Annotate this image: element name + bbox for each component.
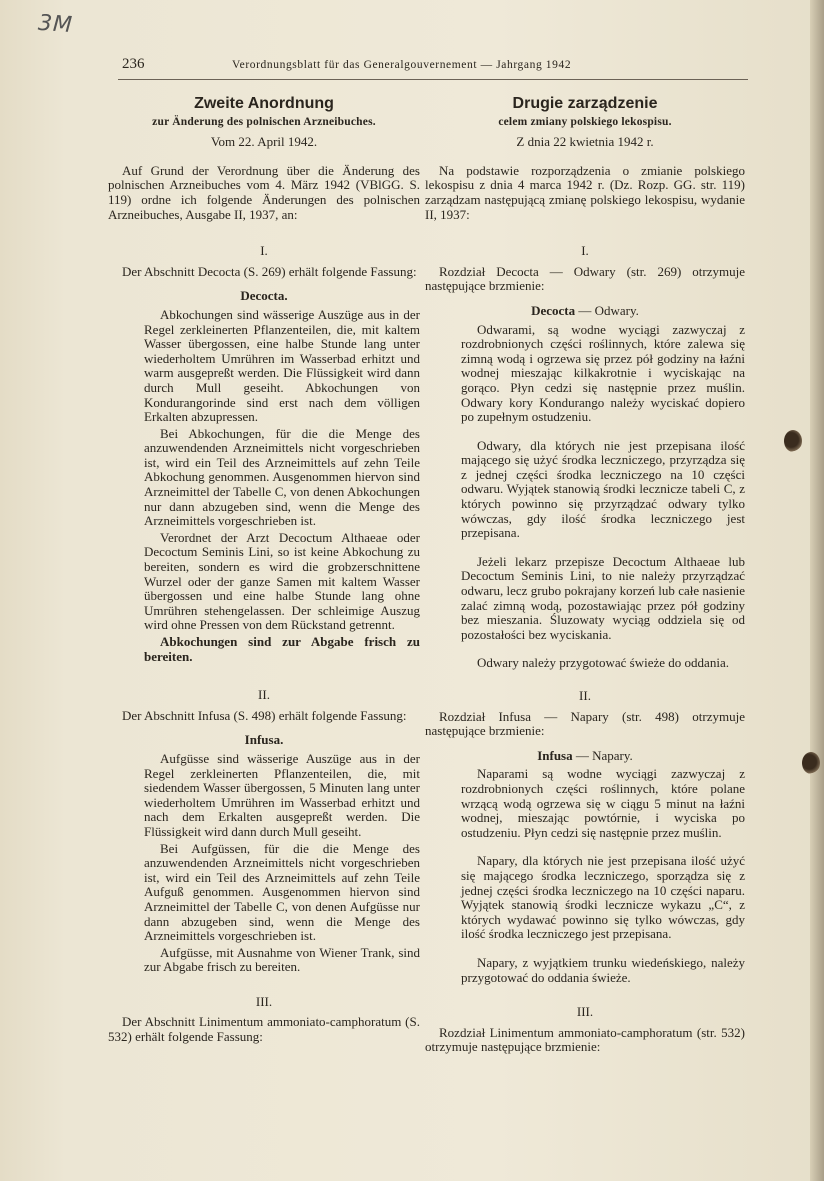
polish-section-2-intro: Rozdział Infusa — Napary (str. 498) otrzymuje następujące brzmienie:	[425, 708, 745, 739]
german-section-1-title: Decocta.	[240, 288, 288, 304]
polish-title: Drugie zarządzenie	[512, 95, 658, 112]
german-section-2-body	[108, 752, 420, 975]
polish-s1-paragraph-3: Jeżeli lekarz przepisze Decoctum Althaeae lub Decoctum Seminis Lini, to nie należy przyrządzać odwaru, lecz grubo pokrajany korzeń lub całe nasienie zalać zimną wodą, pozostawiając przez pół godziny bez mieszania. Śluzowaty wyciąg oddziela się od pozostałości bez wyciskania.	[461, 553, 745, 642]
polish-s2-paragraph-3: Napary, z wyjątkiem trunku wiedeńskiego, należy przygotować do oddania świeże.	[461, 954, 745, 985]
polish-s2-title-bold: Infusa	[537, 747, 573, 763]
polish-subtitle: celem zmiany polskiego lekospisu.	[498, 115, 672, 128]
german-s2-paragraph-3: Aufgüsse, mit Ausnahme von Wiener Trank, sind zur Abgabe frisch zu bereiten.	[144, 944, 420, 975]
pencil-annotation: 3M	[37, 10, 74, 39]
german-intro: Auf Grund der Verordnung über die Änderung des polnischen Arzneibuches vom 4. März 1942 (VBlGG. S. 119) ordne ich folgende Änderungen des polnischen Arzneibuches, Ausgabe II, 1937, an:	[108, 162, 420, 222]
polish-s1-paragraph-2: Odwary, dla których nie jest przepisana ilość mającego się użyć środka leczniczego, przyrządza się z jednej części środka leczniczego na 10 części odwaru. Wyjątek stanowią środki lecznicze tabeli C, z których powinno się przyrządzać odwary tylko wówczas, gdy ilość środka leczniczego jest przepisana.	[461, 437, 745, 541]
polish-section-1-title	[425, 304, 745, 319]
polish-s2-title-rest: — Napary.	[572, 747, 633, 763]
polish-s1-paragraph-1: Odwarami, są wodne wyciągi zazwyczaj z rozdrobnionych części roślinnych, które zalewa się zimną wodą i ogrzewa się przez pół godziny na łaźni wodnej mieszając kilkakrotnie i wyciskając na gorąco. Płyn cedzi się następnie przez muślin. Odwary kory Kondurango należy wyciskać dopiero po zupełnym ostudzeniu.	[461, 321, 745, 425]
polish-column	[425, 95, 745, 1065]
polish-section-1-number: I.	[581, 243, 589, 259]
german-s2-paragraph-1: Aufgüsse sind wässerige Auszüge aus in der Regel zerkleinerten Pflanzenteilen, die, mit siedendem Wasser übergossen, 5 Minuten lang unter wiederholtem Umrühren im Wasserbad erhitzt und nach dem Erkalten ausgepreßt werden. Die Flüssigkeit wird dann durch Mull geseiht.	[144, 750, 420, 839]
polish-section-1-intro: Rozdział Decocta — Odwary (str. 269) otrzymuje następujące brzmienie:	[425, 263, 745, 294]
german-section-1-intro: Der Abschnitt Decocta (S. 269) erhält folgende Fassung:	[122, 263, 417, 279]
page-number: 236	[122, 56, 145, 72]
polish-intro: Na podstawie rozporządzenia o zmianie polskiego lekospisu z dnia 4 marca 1942 r. (Dz. Rozp. GG. str. 119) zarządzam następującą zmianę polskiego lekospisu, wydanie II, 1937:	[425, 162, 745, 222]
german-s1-paragraph-2: Bei Abkochungen, für die die Menge des anzuwendenden Arzneimittels nicht vorgeschrieben ist, wird ein Teil des Arzneimittels auf zehn Teile Abkochung genommen. Ausgenommen hiervon sind Arzneimittel der Tabelle C, von denen Abkochungen nur dann abzugeben sind, wenn die Menge des Arzneimittels vorgeschrieben ist.	[144, 425, 420, 529]
german-section-1-body	[108, 308, 420, 664]
polish-section-3-intro: Rozdział Linimentum ammoniato-camphoratum (str. 532) otrzymuje następujące brzmienie:	[425, 1024, 745, 1055]
german-subtitle: zur Änderung des polnischen Arzneibuches.	[152, 115, 376, 128]
german-section-2-number: II.	[258, 687, 270, 703]
german-section-1-number: I.	[260, 243, 268, 259]
polish-s2-paragraph-1: Naparami są wodne wyciągi zazwyczaj z rozdrobnionych części roślinnych, które polane wrzącą wodą ogrzewa się w ciągu 5 minut na łaźni wodnej, mieszając powtórnie, i wyciska po ostudzeniu. Płyn cedzi się następnie przez muślin.	[461, 766, 745, 840]
polish-s1-title-bold: Decocta	[531, 302, 576, 318]
header-rule	[118, 79, 748, 80]
german-section-3-number: III.	[255, 993, 273, 1009]
punch-hole-lower	[802, 752, 820, 774]
polish-section-1-body	[425, 323, 745, 671]
german-s1-paragraph-4: Abkochungen sind zur Abgabe frisch zu bereiten.	[144, 634, 420, 664]
polish-date: Z dnia 22 kwietnia 1942 r.	[516, 134, 654, 150]
punch-hole-upper	[784, 430, 802, 452]
polish-section-2-body	[425, 767, 745, 985]
polish-section-2-number: II.	[579, 688, 591, 703]
polish-s2-paragraph-2: Napary, dla których nie jest przepisana ilość użyć się mającego środka leczniczego, sporządza się z jednej części środka leczniczego na 10 części naparu. Wyjątek stanowią środki lecznicze wykazu „C“, z których wydawać powinno się tylko wówczas, gdy ilość środka leczniczego jest przepisana.	[461, 853, 745, 942]
german-s2-paragraph-2: Bei Aufgüssen, für die die Menge des anzuwendenden Arzneimittels nicht vorgeschrieben ist, wird ein Teil des Arzneimittels auf zehn Teile Aufguß genommen. Ausgenommen hiervon sind Arzneimittel der Tabelle C, von denen Aufgüsse nur dann abzugeben sind, wenn die Menge des Arzneimittels vorgeschrieben ist.	[144, 840, 420, 944]
german-section-2-intro: Der Abschnitt Infusa (S. 498) erhält folgende Fassung:	[122, 707, 407, 723]
german-section-2-title: Infusa.	[244, 732, 284, 748]
german-date: Vom 22. April 1942.	[210, 134, 318, 150]
polish-s1-title-rest: — Odwary.	[575, 302, 639, 318]
running-title: Verordnungsblatt für das Generalgouvernement — Jahrgang 1942	[232, 59, 572, 71]
polish-s1-paragraph-4: Odwary należy przygotować świeże do oddania.	[477, 655, 729, 671]
page-header	[122, 56, 747, 78]
binding-edge	[810, 0, 824, 1181]
german-title: Zweite Anordnung	[194, 95, 334, 112]
german-section-3-intro: Der Abschnitt Linimentum ammoniato-camphoratum (S. 532) erhält folgende Fassung:	[108, 1014, 420, 1045]
german-s1-paragraph-1: Abkochungen sind wässerige Auszüge aus in der Regel zerkleinerten Pflanzenteilen, die, mit kaltem Wasser übergossen, eine halbe Stunde lang unter wiederholtem Umrühren im Wasserbad erhitzt und warm ausgepreßt werden. Die Flüssigkeit wird dann durch Mull geseiht. Abkochungen von Kondurangorinde sind erst nach dem völligen Erkalten abzupressen.	[144, 306, 420, 425]
polish-section-3-number: III.	[576, 1004, 594, 1020]
german-column	[108, 95, 420, 1055]
german-s1-paragraph-3: Verordnet der Arzt Decoctum Althaeae oder Decoctum Seminis Lini, so ist keine Abkochung zu bereiten, sondern es wird die grobzerschnittene Wurzel oder der ganze Samen mit kaltem Wasser übergossen und eine halbe Stunde lang ohne Umrühren stehengelassen. Der schleimige Auszug wird ohne Pressen von dem Rückstand getrennt.	[144, 529, 420, 633]
polish-section-2-title	[425, 749, 745, 764]
